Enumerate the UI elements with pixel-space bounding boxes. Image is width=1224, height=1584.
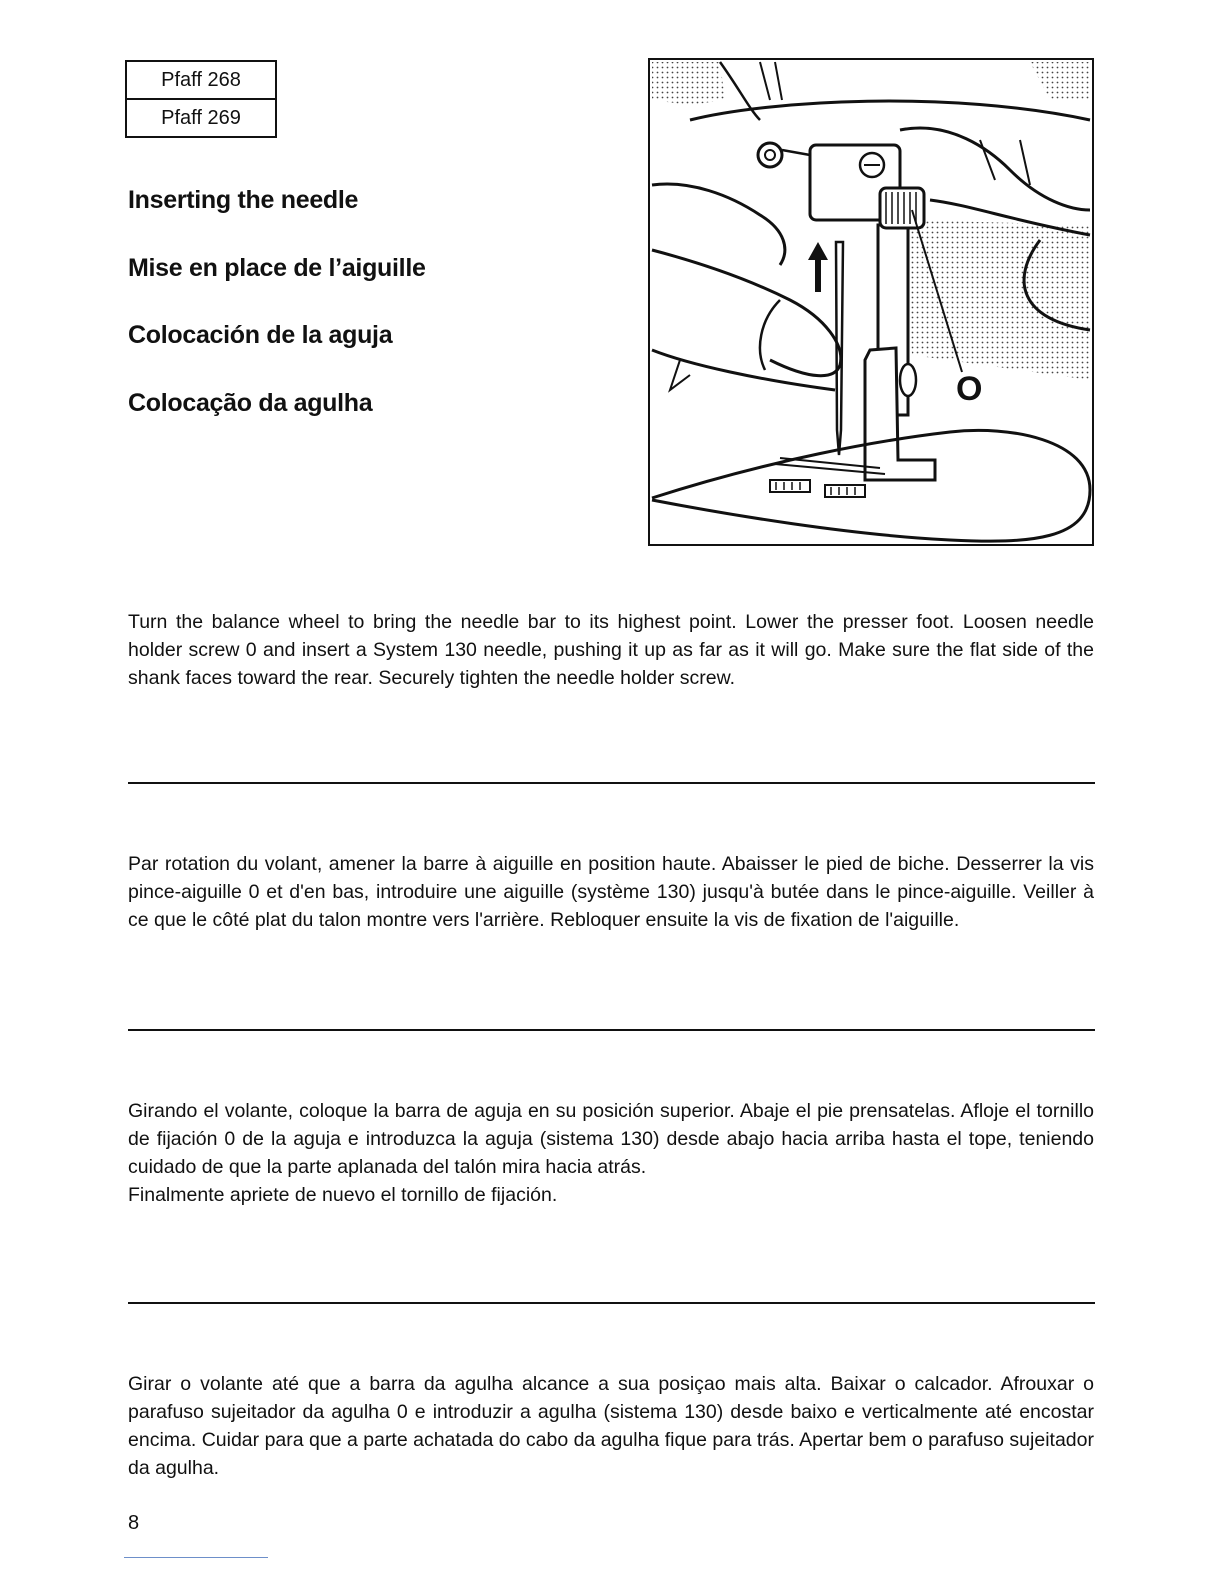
heading-french: Mise en place de l’aiguille [128, 254, 426, 282]
instructions-spanish [128, 1097, 1094, 1209]
instructions-spanish-final: Finalmente apriete de nuevo el tornillo de fijación. [128, 1184, 558, 1206]
heading-english: Inserting the needle [128, 186, 359, 214]
model-label-268: Pfaff 268 [161, 69, 241, 91]
model-box [125, 60, 277, 138]
divider-2 [128, 1029, 1095, 1031]
instructions-portuguese: Girar o volante até que a barra da agulha alcance a sua posiçao mais alta. Baixar o calcador. Afrouxar o parafuso sujeitador da agulha 0 e introduzir a agulha (sistema 130) desde baixo e verticalmente até encostar encima. Cuidar para que a parte achatada do cabo da agulha fique para trás. Apertar bem o parafuso sujeitador da agulha. [128, 1373, 1094, 1479]
model-label-269: Pfaff 269 [127, 98, 275, 136]
divider-3 [128, 1302, 1095, 1304]
needle-insertion-illustration [648, 58, 1094, 546]
divider-1 [128, 782, 1095, 784]
instructions-french: Par rotation du volant, amener la barre à aiguille en position haute. Abaisser le pied de biche. Desserrer la vis pince-aiguille 0 et d'en bas, introduire une aiguille (système 130) jusqu'à butée dans le pince-aiguille. Veiller à ce que le côté plat du talon montre vers l'arrière. Rebloquer ensuite la vis de fixation de l'aiguille. [128, 853, 1094, 931]
instructions-spanish-main: Girando el volante, coloque la barra de aguja en su posición superior. Abaje el pie prensatelas. Afloje el tornillo de fijación 0 de la aguja e introduzca la aguja (sistema 130) desde abajo hacia arriba hasta el tope, teniendo cuidado de que la parte aplanada del talón mira hacia atrás. [128, 1100, 1094, 1178]
page-number: 8 [128, 1512, 140, 1534]
heading-portuguese: Colocação da agulha [128, 389, 373, 417]
instructions-english: Turn the balance wheel to bring the needle bar to its highest point. Lower the presser foot. Loosen needle holder screw 0 and insert a System 130 needle, pushing it up as far as it will go. Make sure the flat side of the shank faces toward the rear. Securely tighten the needle holder screw. [128, 611, 1094, 689]
footer-line [124, 1557, 268, 1558]
heading-spanish: Colocación de la aguja [128, 321, 393, 349]
callout-label: O [956, 370, 983, 408]
